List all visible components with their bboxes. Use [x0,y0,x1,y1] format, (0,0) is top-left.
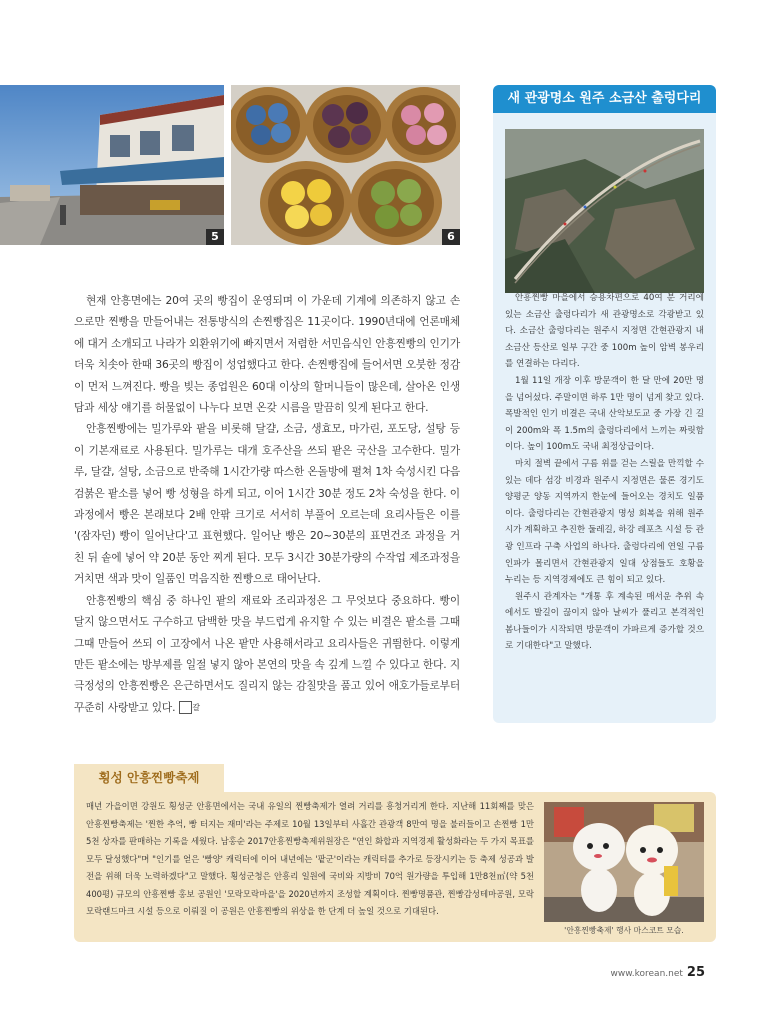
mascot-photo-caption: '안흥찐빵축제' 행사 마스코트 모습. [564,926,684,935]
colored-buns-photo [231,85,460,245]
end-mark-icon: 갈 [179,701,192,714]
sidebar-paragraph: 마치 절벽 끝에서 구름 위를 걷는 스릴을 만끽할 수 있는 데다 섬강 비경과 원주시 지정면은 물론 경기도 양평군 양동 지역까지 한눈에 들어오는 경치도 일품이다. 출렁다리는 간현관광지 명성 회복을 위해 원주시가 계획하고 추진한 둘레길, 하강 레포츠 시설 등 관광 인프라 구축 사업의 하나다. 출렁다리에 연일 구름 인파가 몰리면서 간현관광지 일대 상점들도 호황을 누리는 등 지역경제에도 큰 힘이 되고 있다. [505,458,704,586]
suspension-bridge-photo [505,129,704,293]
article-paragraph: 안흥찐빵에는 밀가루와 팥을 비롯해 달걀, 소금, 생효모, 마가린, 포도당, 설탕 등이 기본재료로 사용된다. 밀가루는 대개 호주산을 쓰되 팥은 국산을 고수한다. 밀가루, 달걀, 설탕, 소금으로 반죽해 1시간가량 따스한 온돌방에 펼쳐 1차 숙성시킨 다음 검붉은 팥소를 넣어 빵 성형을 하게 되고, 이어 1시간 30분 정도 2차 숙성을 한다. 이 과정에서 빵은 본래보다 2배 안팎 크기로 서서히 부풀어 오르는데 요리사들은 이를 '(잠자던) 빵이 일어난다'고 표현했다. 일어난 빵은 20~30분의 표면건조 과정을 거친 뒤 솥에 넣어 약 20분 동안 찌게 된다. 모두 3시간 30분가량의 수작업 제조과정을 거치면 색과 맛이 일품인 먹음직한 찐빵으로 태어난다. [74,422,460,586]
sidebar-body [505,290,704,655]
sidebar-paragraph: 안흥찐빵 마을에서 승용차편으로 40여 분 거리에 있는 소금산 출렁다리가 새 관광명소로 각광받고 있다. 소금산 출렁다리는 원주시 지정면 간현관광지 내 소금산 등산로 일부 구간 중 100m 높이 암벽 봉우리를 연결하는 다리다. [505,293,704,370]
article-paragraph-text: 안흥찐빵의 핵심 중 하나인 팥의 재료와 조리과정은 그 무엇보다 중요하다. 빵이 달지 않으면서도 구수하고 담백한 맛을 부드럽게 유지할 수 있는 비결은 팥소를 그때그때 만들어 쓰되 이 고장에서 나온 팥만 사용해서라고 요리사들은 귀띔한다. 이렇게 만든 팥소에는 방부제를 일절 넣지 않아 본연의 맛을 속 깊게 느낄 수 있다고 한다. 지극정성의 안흥찐빵은 은근하면서도 질리지 않는 감칠맛을 품고 있어 애호가들로부터 꾸준히 사랑받고 있다. [74,593,460,714]
page-number: 25 [686,965,705,980]
sidebar-paragraph: 원주시 관계자는 "개통 후 계속된 매서운 추위 속에서도 발길이 끊이지 않아 날씨가 풀리고 본격적인 봄나들이가 시작되면 방문객이 가파르게 증가할 것으로 기대한다"고 말했다. [505,591,704,652]
photo-number: 5 [206,229,224,245]
mascot-photo [544,802,704,922]
festival-title: 횡성 안흥찐빵축제 [74,764,224,792]
street-shop-photo [0,85,224,245]
article-paragraph: 현재 안흥면에는 20여 곳의 빵집이 운영되며 이 가운데 기계에 의존하지 않고 손으로만 찐빵을 만들어내는 전통방식의 손찐빵집은 11곳이다. 1990년대에 언론매체에 대거 소개되고 나라가 외환위기에 빠지면서 저렴한 서민음식인 안흥찐빵의 인기가 더욱 치솟아 한때 36곳의 빵집이 성업했다고 한다. 손찐빵집에 들어서면 오붓한 정감이 먼저 느껴진다. 빵을 빚는 종업원은 60대 이상의 할머니들이 많은데, 살아온 인생담과 세상 얘기를 허물없이 나누다 보면 온갖 시름을 말끔히 잊게 된다고 한다. [74,294,460,415]
main-article [74,290,460,718]
page-footer [611,965,706,980]
footer-url: www.korean.net [610,969,683,979]
festival-paragraph: 매년 가을이면 강원도 횡성군 안흥면에서는 국내 유일의 찐빵축제가 열려 거리를 흥청거리게 한다. 지난해 11회째를 맞은 안흥찐빵축제는 '찐한 추억, 빵 터지는 재미'라는 주제로 10월 13일부터 사흘간 관광객 8만여 명을 불러들이고 손찐빵 1만5천 상자를 판매하는 기록을 세웠다. 남홍순 2017안흥찐빵축제위원장은 "연인 화합과 지역경제 활성화라는 두 가지 목표를 모두 달성했다"며 "인기를 얻은 '빵양' 캐릭터에 이어 내년에는 '팥군'이라는 캐릭터를 추가로 등장시키는 등 축제 성공과 발전을 위해 더욱 노력하겠다"고 말했다. 횡성군청은 안흥리 일원에 국비와 지방비 70억 원가량을 투입해 1만8천㎡(약 5천400평) 규모의 안흥찐빵 홍보 공원인 '모락모락마을'을 2020년까지 조성할 계획이다. 찐빵명품관, 찐빵감성테마공원, 모락모락랜드마크 시설 등으로 이뤄질 이 공원은 안흥찐빵의 위상을 한 단계 더 높일 것으로 기대된다. [86,801,535,916]
photo-number: 6 [442,229,460,245]
festival-text [86,798,534,921]
article-paragraph [74,590,460,718]
sidebar-box [493,85,716,723]
sidebar-title: 새 관광명소 원주 소금산 출렁다리 [493,85,716,113]
festival-box [74,792,716,942]
sidebar-paragraph: 1월 11일 개장 이후 방문객이 한 달 만에 20만 명을 넘어섰다. 주말이면 하루 1만 명이 넘게 찾고 있다. 폭발적인 인기 비결은 국내 산악보도교 중 가장 긴 길이 200m와 폭 1.5m의 출렁다리에서 느끼는 짜릿함이다. 높이 100m도 국내 최정상급이다. [505,375,704,453]
